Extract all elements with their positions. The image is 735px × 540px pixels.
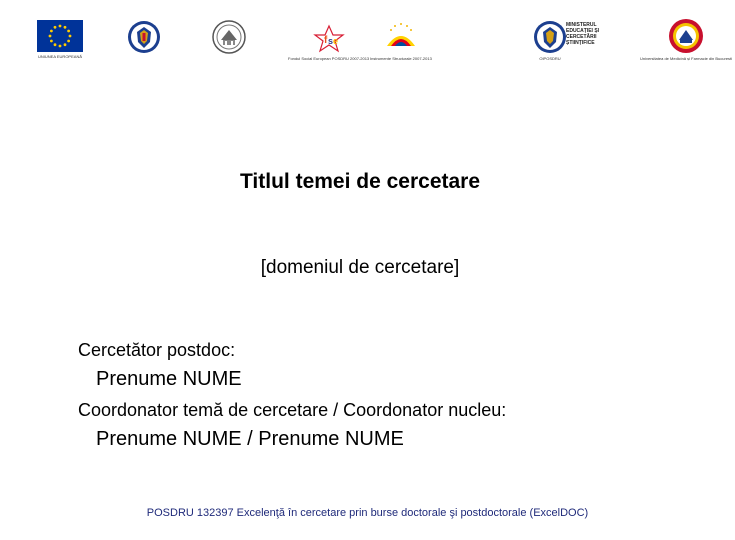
svg-text:e: e [332,36,338,46]
ministry-logo-text: MINISTERUL EDUCAȚIEI ȘI CERCETĂRII ȘTIINȚIFICE [566,22,600,46]
romania-logo [127,20,161,54]
logo-caption: Instrumente Structurale 2007-2013 [370,56,432,61]
logo-bar [0,14,733,74]
logo-caption: Universitatea de Medicină și Farmacie din Bucuresti [640,56,733,61]
svg-text:f: f [323,35,327,46]
svg-text:s: s [327,36,333,46]
academy-seal-icon [668,18,704,54]
university-logo [212,20,246,54]
logo-caption: OIPOSDRU [539,56,561,61]
university-seal-icon [212,20,246,54]
oiposdru-coat-of-arms-icon [533,20,567,54]
page-title: Titlul temei de cercetare [239,170,481,193]
eu-flag-icon [37,20,83,52]
coordinator-label: Coordonator temă de cercetare / Coordonator nucleu: [78,400,507,420]
logo-caption: Fondul Social European POSDRU 2007-2013 [288,56,370,61]
fse-logo [288,24,369,61]
academy-logo [640,18,732,61]
eu-logo [37,20,83,59]
structural-instruments-logo-icon [379,20,423,54]
coordinator-name: Prenume NUME / Prenume NUME [96,428,404,450]
romania-coat-of-arms-icon [127,20,161,54]
oiposdru-logo [533,20,567,61]
footer-text: POSDRU 132397 Excelenţă în cercetare prin burse doctorale şi postdoctorale (ExcelDOC) [146,507,589,519]
researcher-name: Prenume NUME [96,368,242,390]
research-domain: [domeniul de cercetare] [260,257,460,278]
structural-instruments-logo [370,20,432,61]
researcher-label: Cercetător postdoc: [78,340,236,360]
fse-star-logo-icon [309,24,349,54]
ministry-logo [566,22,602,46]
logo-caption: UNIUNEA EUROPEANĂ [37,54,82,59]
